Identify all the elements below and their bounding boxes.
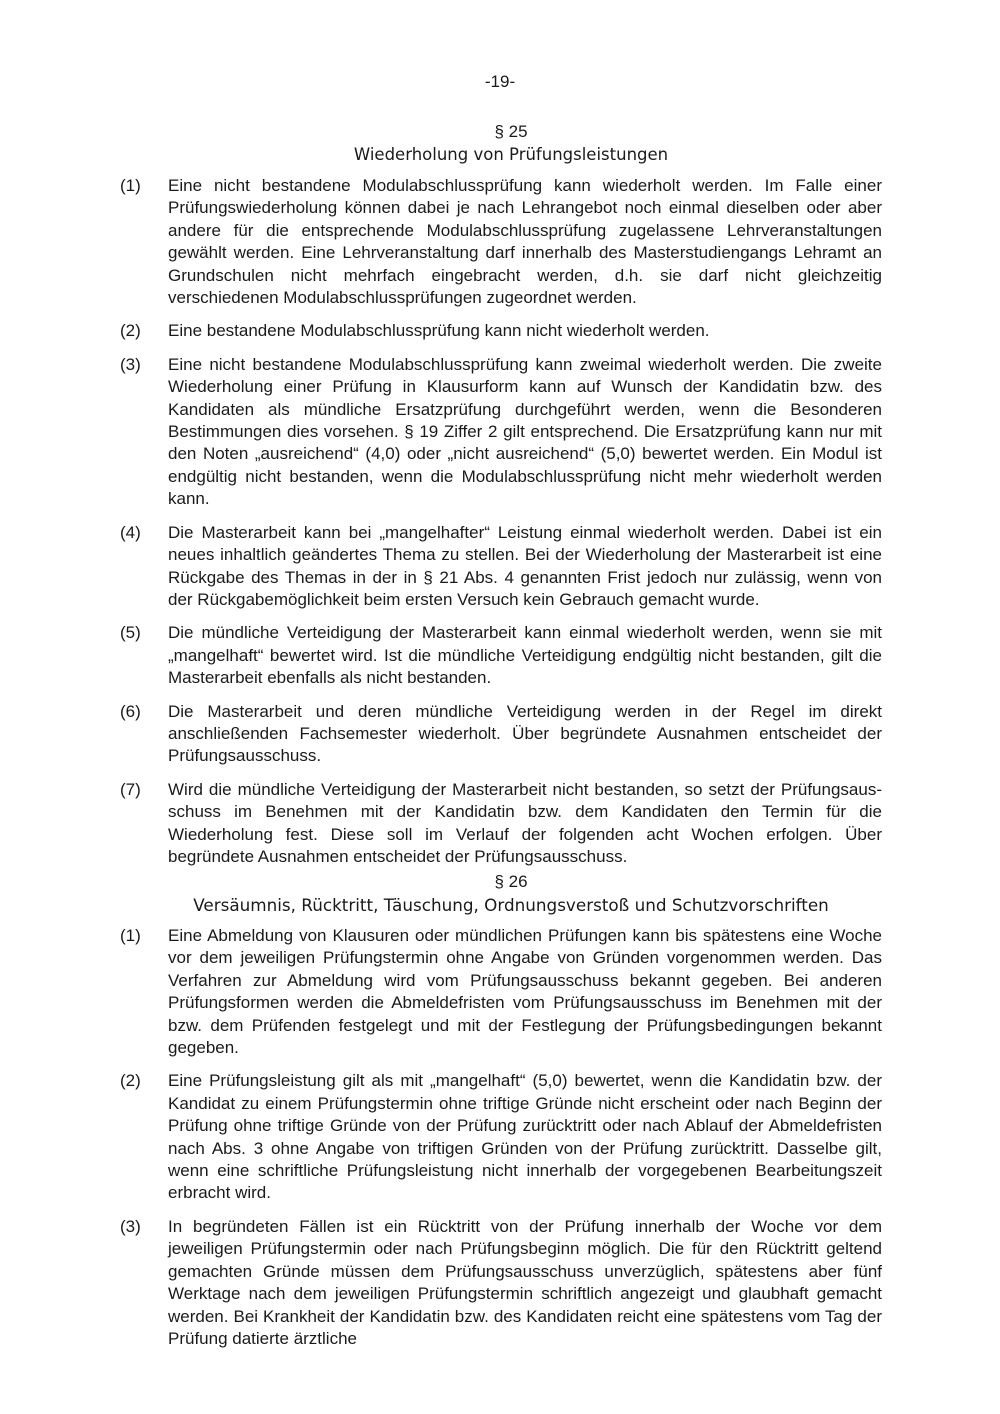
paragraph-text: Wird die mündliche Verteidigung der Masterarbeit nicht bestanden, so setzt der Prüfungsausschuss im Benehmen mit der Kandidatin bzw. dem Kandidaten den Termin für die Wiederholung fest. Diese soll im Verlauf der folgenden acht Wochen erfolgen. Über begründete Ausnahmen entscheidet der Prüfungsausschuss. — [168, 779, 882, 866]
paragraph-text: Die Masterarbeit kann bei „mangelhafter“ Leistung einmal wiederholt werden. Dabei ist ein neues inhaltlich geändertes Thema zu stellen. Bei der Wiederholung der Masterarbeit ist eine Rückgabe des Themas in der in § 21 Abs. 4 genannten Frist jedoch nur zulässig, wenn von der Rückgabemöglichkeit beim ersten Versuch kein Gebrauch gemacht wurde. — [168, 522, 882, 609]
paragraph — [120, 1070, 882, 1204]
paragraph-text: Die mündliche Verteidigung der Masterarbeit kann einmal wiederholt werden, wenn sie mit „mangelhaft“ bewertet wird. Ist die mündliche Verteidigung endgültig nicht bestanden, gilt die Masterarbeit ebenfalls als nicht bestanden. — [168, 623, 882, 688]
paragraph — [120, 175, 882, 309]
section-number: § 25 — [494, 122, 528, 141]
paragraph-number: (6) — [120, 701, 141, 721]
paragraph-number: (3) — [120, 354, 141, 374]
paragraph-number: (1) — [120, 176, 141, 195]
paragraph-number: (1) — [120, 926, 141, 945]
paragraph — [120, 622, 882, 689]
paragraph-text: Eine bestandene Modulabschlussprüfung kann nicht wiederholt werden. — [168, 321, 710, 341]
paragraph — [120, 522, 882, 612]
section-25 — [120, 120, 882, 879]
paragraph — [120, 320, 882, 342]
paragraph-number: (2) — [120, 1071, 141, 1091]
paragraph-text: Eine Abmeldung von Klausuren oder mündlichen Prüfungen kann bis spätestens eine Woche vor dem jeweiligen Prüfungstermin ohne Angabe von Gründen vorgenommen werden. Das Verfahren zur Abmeldung wird vom Prüfungsausschuss bekannt gegeben. Bei anderen Prüfungsformen werden die Abmeldefristen vom Prüfungsausschuss im Benehmen mit der bzw. dem Prüfenden festgelegt und mit der Festlegung der Prüfungsbedingungen bekannt gegeben. — [168, 926, 882, 1058]
paragraph — [120, 925, 882, 1059]
paragraph-number: (3) — [120, 1216, 141, 1236]
paragraph — [120, 1216, 882, 1350]
section-title: Versäumnis, Rücktritt, Täuschung, Ordnungsverstoß und Schutzvorschriften — [193, 895, 829, 915]
section-number: § 26 — [494, 872, 528, 891]
paragraph-text: Eine Prüfungsleistung gilt als mit „mangelhaft“ (5,0) bewertet, wenn die Kandidatin bzw. der Kandidat zu einem Prüfungstermin ohne triftige Gründe nicht erscheint oder nach Beginn der Prüfung ohne triftige Gründe von der Prüfung zurücktritt oder nach Ablauf der Abmeldefristen nach Abs. 3 ohne Angabe von triftigen Gründen von der Prüfung zurücktritt. Dasselbe gilt, wenn eine schriftliche Prüfungsleistung nicht innerhalb der vorgegebenen Bearbeitungszeit erbracht wird. — [168, 1071, 882, 1203]
paragraph-number: (4) — [120, 522, 141, 542]
paragraph — [120, 779, 882, 869]
paragraph-text: In begründeten Fällen ist ein Rücktritt von der Prüfung innerhalb der Woche vor dem jeweiligen Prüfungstermin oder nach Prüfungsbeginn möglich. Die für den Rücktritt geltend gemachten Gründe müssen dem Prüfungsausschuss unverzüglich, spätestens aber fünf Werktage nach dem jeweiligen Prüfungstermin schriftlich angezeigt und glaubhaft gemacht werden. Bei Krankheit der Kandidatin bzw. des Kandidaten reicht eine spätestens vom Tag der Prüfung datierte ärztliche — [168, 1216, 882, 1348]
page-number: -19- — [484, 72, 516, 91]
paragraph-text: Die Masterarbeit und deren mündliche Verteidigung werden in der Regel im direkt anschließenden Fachsemester wiederholt. Über begründete Ausnahmen entscheidet der Prüfungsausschuss. — [168, 701, 882, 766]
paragraph-number: (7) — [120, 779, 141, 799]
paragraph — [120, 354, 882, 511]
paragraph-text: Eine nicht bestandene Modulabschlussprüfung kann zweimal wiederholt werden. Die zweite Wiederholung einer Prüfung in Klausurform kann auf Wunsch der Kandidatin bzw. des Kandidaten als mündliche Ersatzprüfung durchgeführt werden, wenn die Besonderen Bestimmungen dies vorsehen. § 19 Ziffer 2 gilt entsprechend. Die Ersatzprüfung kann nur mit den Noten „ausreichend“ (4,0) oder „nicht ausreichend“ (5,0) bewertet werden. Ein Modul ist endgültig nicht bestanden, wenn die Modulabschlussprüfung nicht mehr wiederholt werden kann. — [168, 354, 882, 509]
paragraph — [120, 701, 882, 768]
paragraph-number: (2) — [120, 321, 141, 341]
section-title: Wiederholung von Prüfungsleistungen — [353, 145, 669, 164]
paragraph-number: (5) — [120, 623, 141, 643]
paragraph-text: Eine nicht bestandene Modulabschlussprüfung kann wiederholt werden. Im Falle einer Prüfungswiederholung können dabei je nach Lehrangebot noch einmal dieselben oder aber andere für die entsprechende Modulabschlussprüfung zugelassene Lehrveranstaltungen gewählt werden. Eine Lehrveranstaltung darf innerhalb des Masterstudiengangs Lehramt an Grundschulen nicht mehrfach eingebracht werden, d.h. sie darf nicht gleichzeitig verschiedenen Modulabschlussprüfungen zugeordnet werden. — [168, 176, 882, 308]
section-26 — [120, 870, 882, 1361]
